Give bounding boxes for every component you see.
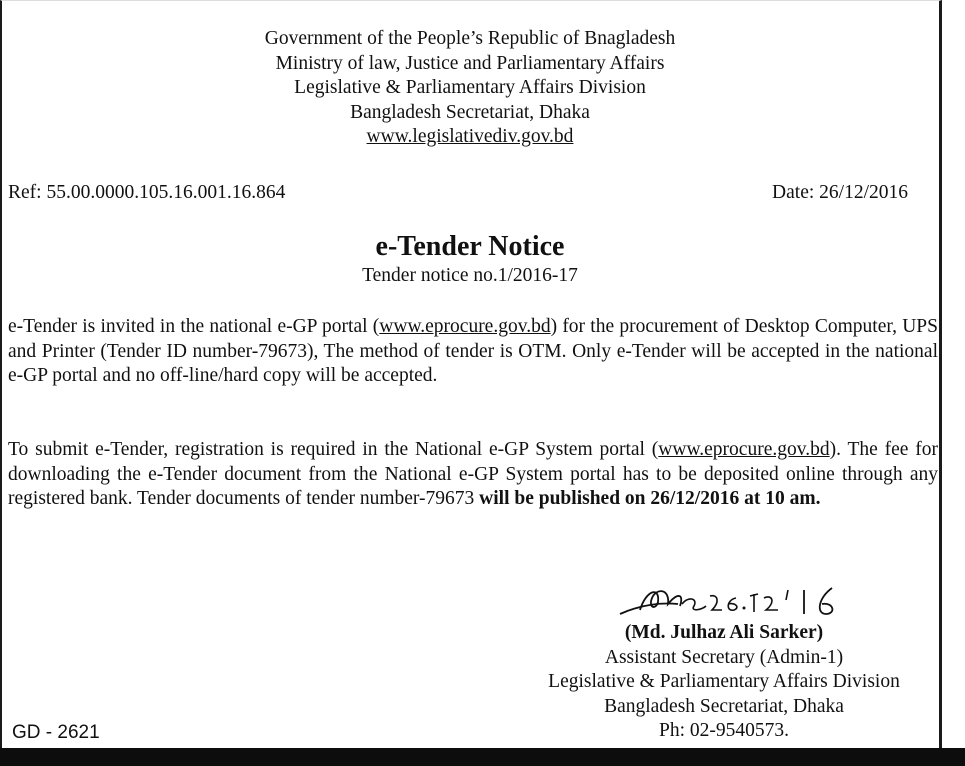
reference-line [8, 182, 908, 204]
signatory-block [500, 621, 948, 744]
eprocure-link[interactable]: www.eprocure.gov.bd [379, 316, 551, 337]
letterhead [0, 27, 940, 150]
paragraph2-text-start: To submit e-Tender, registration is required in the National e-GP System portal ( [8, 439, 659, 460]
paragraph2-text-mid: ). The fee for downloading the e-Tender document from the National e-GP System portal has to be deposited online through any registered bank. Tender documents of tender number-79673 [8, 439, 938, 509]
gd-code: GD - 2621 [12, 722, 100, 743]
registration-paragraph [8, 438, 938, 512]
government-line: Government of the People’s Republic of Bnagladesh [264, 28, 676, 49]
signatory-office: Bangladesh Secretariat, Dhaka [604, 695, 844, 717]
ministry-line: Ministry of law, Justice and Parliamentary Affairs [275, 52, 665, 74]
bottom-bar [0, 748, 965, 766]
handwritten-signature [618, 580, 858, 622]
signatory-phone: Ph: 02-9540573. [658, 720, 789, 741]
eprocure-link-2[interactable]: www.eprocure.gov.bd [658, 439, 830, 460]
signatory-division: Legislative & Parliamentary Affairs Division [548, 671, 900, 692]
paragraph1-text-start: e-Tender is invited in the national e-GP portal ( [8, 316, 380, 337]
secretariat-line: Bangladesh Secretariat, Dhaka [350, 101, 590, 123]
signatory-name: (Md. Julhaz Ali Sarker) [624, 622, 824, 643]
paragraph1-text-end: ) for the procurement of Desktop Computer, UPS and Printer (Tender ID number-79673), The method of tender is OTM. Only e-Tender will be accepted in the national e-GP portal and no off-line/hard copy will be accepted. [8, 316, 938, 386]
publication-date-text: will be published on 26/12/2016 at 10 am. [479, 488, 821, 509]
division-line: Legislative & Parliamentary Affairs Division [294, 77, 646, 98]
signatory-designation: Assistant Secretary (Admin-1) [604, 646, 844, 668]
reference-number: Ref: 55.00.0000.105.16.001.16.864 [8, 182, 286, 203]
notice-number: Tender notice no.1/2016-17 [362, 265, 578, 286]
invitation-paragraph [8, 315, 938, 389]
notice-title: e-Tender Notice [375, 231, 565, 262]
notice-date: Date: 26/12/2016 [772, 182, 908, 203]
website-link[interactable]: www.legislativediv.gov.bd [366, 126, 574, 147]
